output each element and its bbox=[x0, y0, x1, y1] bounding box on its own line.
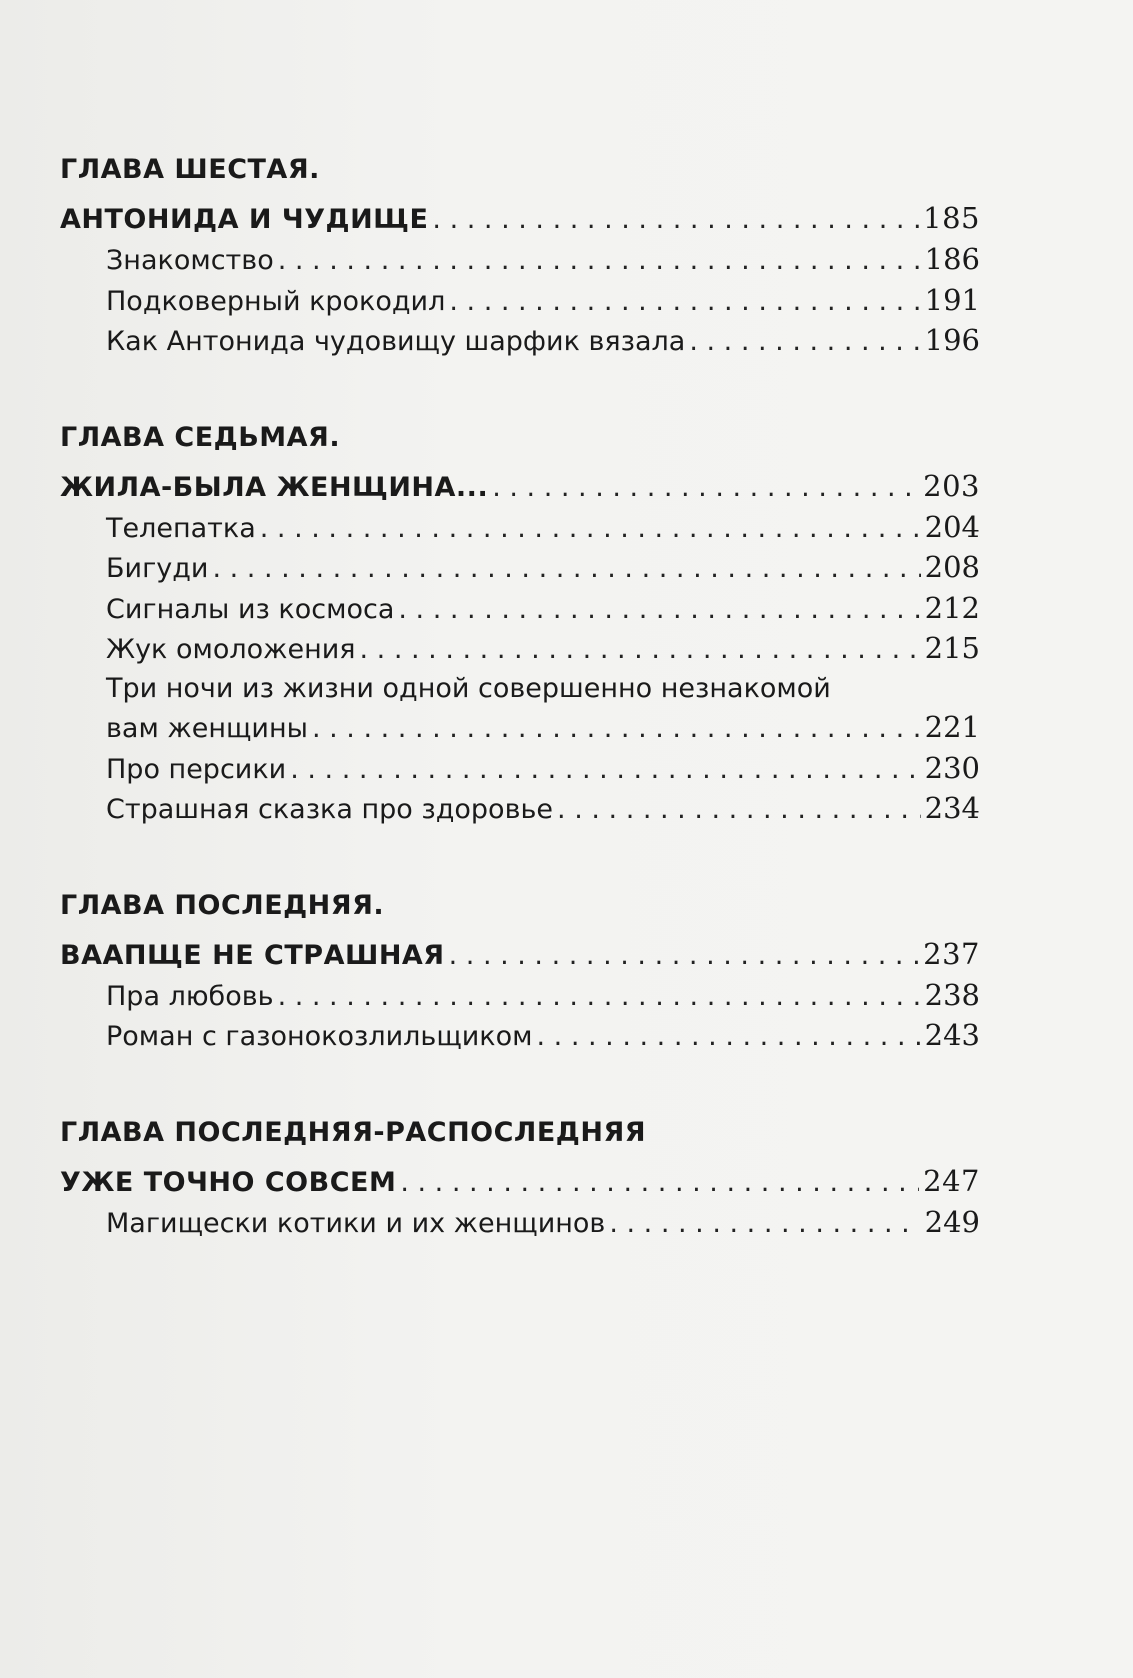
entry-title: Телепатка bbox=[106, 512, 256, 544]
leader-dots bbox=[212, 550, 920, 589]
page-number: 237 bbox=[923, 936, 980, 971]
toc-entry bbox=[60, 281, 980, 322]
leader-dots bbox=[290, 751, 920, 790]
page-number: 204 bbox=[924, 509, 980, 544]
toc-entry bbox=[60, 1203, 980, 1244]
toc-entry bbox=[60, 1016, 980, 1057]
leader-dots bbox=[557, 791, 921, 830]
leader-dots bbox=[400, 1163, 919, 1203]
toc-entry bbox=[60, 321, 980, 362]
leader-dots bbox=[360, 631, 921, 670]
chapter-title: ВААПЩЕ НЕ СТРАШНАЯ bbox=[60, 939, 445, 971]
entry-title: Роман с газонокозлильщиком bbox=[106, 1021, 533, 1052]
entry-title: Жук омоложения bbox=[106, 634, 356, 665]
chapter-heading: ГЛАВА ШЕСТАЯ. bbox=[60, 154, 320, 185]
entry-title: Сигналы из космоса bbox=[106, 593, 395, 625]
leader-dots bbox=[609, 1205, 920, 1244]
leader-dots bbox=[260, 510, 921, 549]
page-number: 247 bbox=[923, 1163, 980, 1198]
chapter-7 bbox=[60, 418, 980, 830]
chapter-title-entry bbox=[60, 934, 980, 976]
entry-title: Знакомство bbox=[106, 245, 274, 276]
entry-title: Как Антонида чудовищу шарфик вязала bbox=[106, 326, 686, 357]
entry-title: Пра любовь bbox=[106, 980, 274, 1012]
chapter-title: АНТОНИДА И ЧУДИЩЕ bbox=[60, 204, 429, 235]
entry-title: Бигуди bbox=[106, 553, 209, 584]
chapter-title: УЖЕ ТОЧНО СОВСЕМ bbox=[60, 1166, 397, 1198]
entry-title: Про персики bbox=[106, 753, 287, 785]
leader-dots bbox=[449, 283, 920, 322]
entry-title: вам женщины bbox=[106, 713, 308, 744]
page-number: 234 bbox=[924, 791, 980, 825]
toc-entry bbox=[60, 976, 980, 1017]
page-number: 186 bbox=[924, 242, 980, 276]
chapter-6 bbox=[60, 150, 980, 362]
entry-title: Страшная сказка про здоровье bbox=[106, 794, 554, 825]
table-of-contents bbox=[60, 150, 980, 1299]
leader-dots bbox=[432, 200, 919, 240]
toc-entry bbox=[60, 240, 980, 281]
chapter-heading: ГЛАВА ПОСЛЕДНЯЯ-РАСПОСЛЕДНЯЯ bbox=[60, 1116, 647, 1148]
leader-dots bbox=[278, 978, 921, 1017]
entry-title: Подковерный крокодил bbox=[106, 285, 446, 317]
chapter-title: ЖИЛА-БЫЛА ЖЕНЩИНА... bbox=[60, 471, 489, 503]
page-number: 208 bbox=[924, 550, 980, 584]
page-number: 230 bbox=[924, 750, 980, 785]
page-number: 203 bbox=[923, 468, 980, 503]
leader-dots bbox=[492, 468, 919, 508]
leader-dots bbox=[537, 1018, 921, 1057]
page-number: 196 bbox=[924, 323, 980, 357]
chapter-heading: ГЛАВА СЕДЬМАЯ. bbox=[60, 421, 341, 453]
page-number: 221 bbox=[924, 710, 980, 744]
page-number: 212 bbox=[924, 590, 980, 625]
chapter-very-last bbox=[60, 1113, 980, 1244]
chapter-title-entry bbox=[60, 1161, 980, 1203]
entry-title: Магищески котики и их женщинов bbox=[106, 1207, 606, 1239]
toc-entry bbox=[60, 670, 980, 749]
chapter-title-entry bbox=[60, 466, 980, 508]
leader-dots bbox=[449, 936, 920, 976]
toc-entry bbox=[60, 789, 980, 830]
page-number: 243 bbox=[924, 1018, 980, 1052]
toc-entry bbox=[60, 548, 980, 589]
page-number: 185 bbox=[923, 201, 980, 235]
leader-dots bbox=[689, 323, 920, 362]
leader-dots bbox=[398, 591, 920, 630]
chapter-last bbox=[60, 886, 980, 1057]
toc-entry bbox=[60, 508, 980, 549]
page-number: 191 bbox=[924, 282, 980, 317]
page-number: 238 bbox=[924, 977, 980, 1012]
entry-title-line2-wrap bbox=[106, 708, 980, 749]
chapter-title-entry bbox=[60, 198, 980, 240]
page-number: 249 bbox=[924, 1204, 980, 1239]
toc-entry bbox=[60, 629, 980, 670]
toc-entry bbox=[60, 589, 980, 630]
page-number: 215 bbox=[924, 631, 980, 665]
leader-dots bbox=[278, 242, 921, 281]
entry-title-line1: Три ночи из жизни одной совершенно незнакомой bbox=[106, 672, 831, 704]
toc-entry bbox=[60, 749, 980, 790]
chapter-heading: ГЛАВА ПОСЛЕДНЯЯ. bbox=[60, 889, 385, 921]
leader-dots bbox=[312, 710, 921, 749]
